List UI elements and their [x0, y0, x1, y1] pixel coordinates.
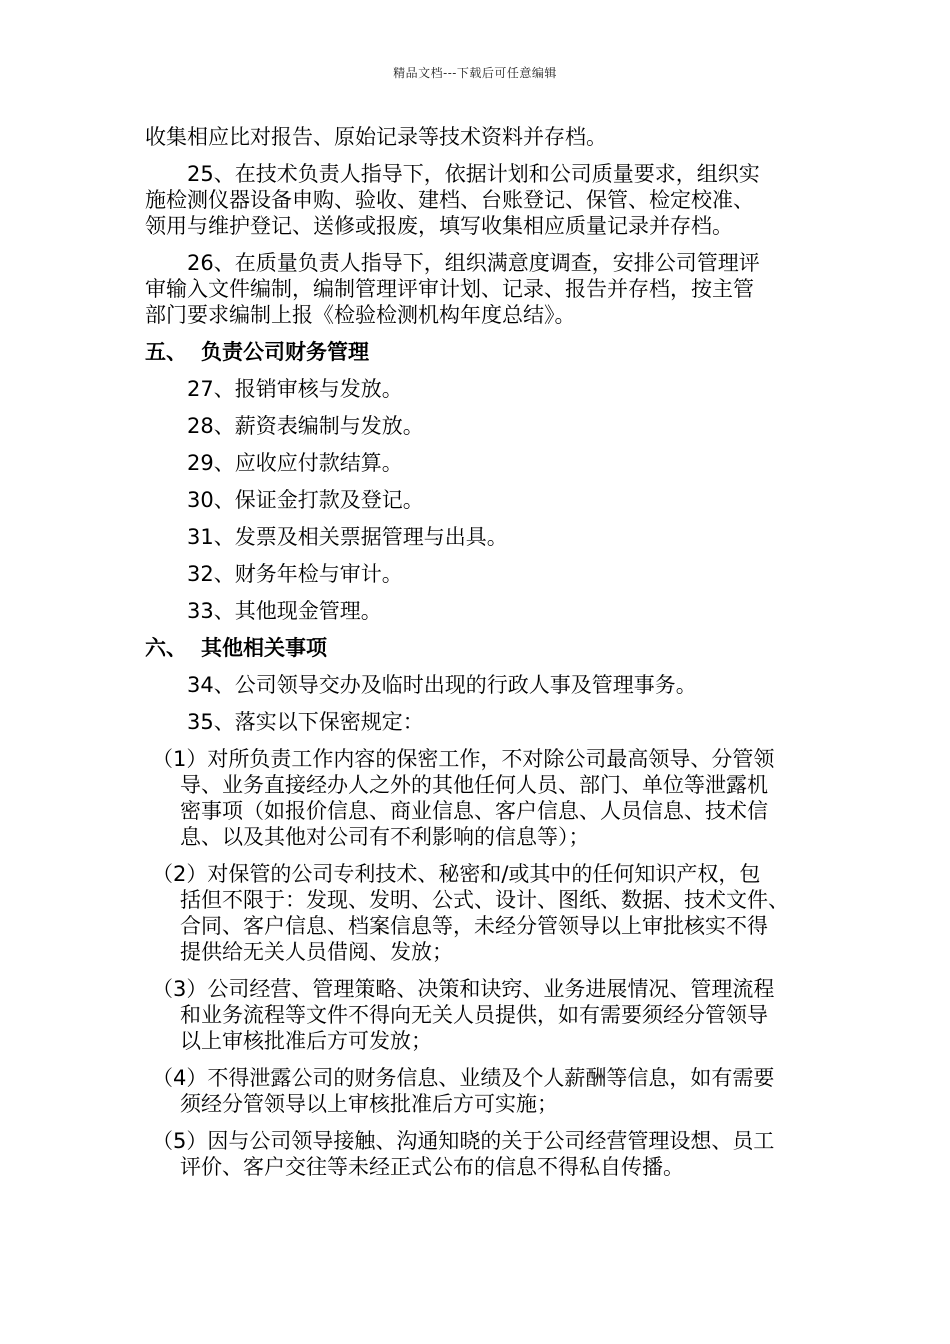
item-31: 31、发票及相关票据管理与出具。 [187, 525, 508, 549]
clause-5 [145, 1128, 815, 1180]
clause-3-line-2: 和业务流程等文件不得向无关人员提供，如有需要须经分管领导 [180, 1003, 768, 1027]
clause-3-line-3: 以上审核批准后方可发放； [180, 1029, 432, 1053]
section-6-number: 六、 [145, 636, 187, 660]
item-25 [145, 161, 815, 239]
item-28: 28、薪资表编制与发放。 [187, 414, 424, 438]
item-26-line-2: 审输入文件编制，编制管理评审计划、记录、报告并存档，按主管 [145, 277, 754, 301]
clause-2 [145, 861, 815, 965]
clause-3-line-1: （3）公司经营、管理策略、决策和诀窍、业务进展情况、管理流程 [152, 977, 775, 1001]
clause-3 [145, 976, 815, 1054]
intro-line: 收集相应比对报告、原始记录等技术资料并存档。 [145, 125, 607, 149]
clause-1-line-1: （1）对所负责工作内容的保密工作，不对除公司最高领导、分管领 [152, 747, 775, 771]
item-25-line-3: 领用与维护登记、送修或报废，填写收集相应质量记录并存档。 [145, 214, 733, 238]
item-26-line-3: 部门要求编制上报《检验检测机构年度总结》。 [145, 303, 576, 327]
clause-2-line-2: 括但不限于：发现、发明、公式、设计、图纸、数据、技术文件、 [180, 888, 789, 912]
item-34: 34、公司领导交办及临时出现的行政人事及管理事务。 [187, 673, 697, 697]
section-5-heading [145, 339, 815, 365]
clause-4-line-1: （4）不得泄露公司的财务信息、业绩及个人薪酬等信息，如有需要 [152, 1066, 775, 1090]
clause-2-line-3: 合同、客户信息、档案信息等，未经分管领导以上审批核实不得 [180, 914, 768, 938]
clause-2-line-4: 提供给无关人员借阅、发放； [180, 940, 453, 964]
intro-paragraph [145, 124, 815, 150]
clause-5-line-2: 评价、客户交往等未经正式公布的信息不得私自传播。 [180, 1155, 684, 1179]
item-25-line-2: 施检测仪器设备申购、验收、建档、台账登记、保管、检定校准、 [145, 188, 754, 212]
document-body [145, 124, 815, 1191]
section-6-heading [145, 635, 815, 661]
item-26 [145, 250, 815, 328]
clause-1-line-4: 息、以及其他对公司有不利影响的信息等）； [180, 825, 590, 849]
page-header: 精品文档---下载后可任意编辑 [393, 66, 557, 80]
clause-1-line-2: 导、业务直接经办人之外的其他任何人员、部门、单位等泄露机 [180, 773, 768, 797]
item-25-line-1: 25、在技术负责人指导下，依据计划和公司质量要求，组织实 [187, 162, 760, 186]
item-30: 30、保证金打款及登记。 [187, 488, 424, 512]
clause-4-line-2: 须经分管领导以上审核批准后方可实施； [180, 1092, 558, 1116]
item-26-line-1: 26、在质量负责人指导下，组织满意度调查，安排公司管理评 [187, 251, 760, 275]
item-27: 27、报销审核与发放。 [187, 377, 403, 401]
clause-5-line-1: （5）因与公司领导接触、沟通知晓的关于公司经营管理设想、员工 [152, 1129, 775, 1153]
section-6-title: 其他相关事项 [201, 636, 327, 660]
clause-1-line-3: 密事项（如报价信息、商业信息、客户信息、人员信息、技术信 [180, 799, 768, 823]
item-29: 29、应收应付款结算。 [187, 451, 403, 475]
item-32: 32、财务年检与审计。 [187, 562, 403, 586]
section-5-number: 五、 [145, 340, 187, 364]
clause-4 [145, 1065, 815, 1117]
item-33: 33、其他现金管理。 [187, 599, 382, 623]
clause-1 [145, 746, 815, 850]
item-35: 35、落实以下保密规定： [187, 710, 424, 734]
clause-2-line-1: （2）对保管的公司专利技术、秘密和/或其中的任何知识产权，包 [152, 862, 761, 886]
section-5-title: 负责公司财务管理 [201, 340, 369, 364]
